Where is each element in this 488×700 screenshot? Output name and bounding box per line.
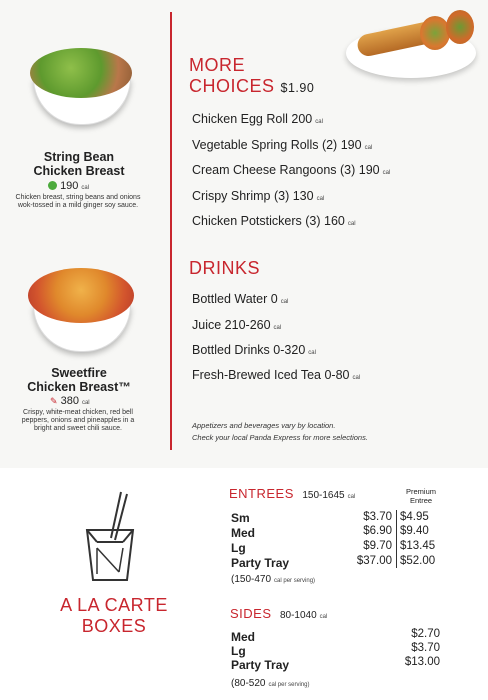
side-size-lg: Lg — [231, 644, 246, 658]
dish-name-sweetfire: Sweetfire Chicken Breast™ — [27, 366, 131, 394]
premium-price-party: $52.00 — [400, 555, 436, 567]
entree-size-sm: Sm — [231, 511, 250, 525]
list-item: Vegetable Spring Rolls (2) 190 cal — [192, 138, 373, 152]
premium-entree-label: Premium Entree — [405, 487, 436, 505]
premium-price-med: $9.40 — [400, 525, 429, 537]
list-item: Crispy Shrimp (3) 130 cal — [192, 189, 325, 203]
list-item: Bottled Drinks 0-320 cal — [192, 343, 316, 357]
side-party-calories: (80-520 cal per serving) — [231, 678, 310, 689]
entree-size-party: Party Tray — [231, 556, 290, 570]
more-choices-price: $1.90 — [280, 81, 315, 95]
premium-price-lg: $13.45 — [400, 540, 436, 552]
side-price-party: $13.00 — [404, 656, 440, 668]
leaf-icon — [48, 181, 57, 190]
entree-size-lg: Lg — [231, 541, 246, 555]
chili-pepper-icon: ✎ — [50, 396, 58, 406]
side-price-lg: $3.70 — [411, 642, 440, 654]
list-item: Chicken Potstickers (3) 160 cal — [192, 214, 356, 228]
calorie-row-string-bean: 190 cal — [48, 180, 138, 192]
calorie-row-sweetfire: ✎ 380 cal — [50, 395, 90, 407]
dish-desc-sweetfire: Crispy, white-meat chicken, red bell peppers, onions and pineapples in a bright and sweet chili sauce. — [21, 409, 135, 433]
list-item: Bottled Water 0 cal — [192, 292, 289, 306]
side-price-med: $2.70 — [411, 628, 440, 640]
entree-price-lg: $9.70 — [363, 540, 392, 552]
takeout-box-icon — [75, 490, 145, 585]
more-choices-title: MORE CHOICES $1.90 — [189, 55, 315, 96]
dish-desc-string-bean: Chicken breast, string beans and onions wok-tossed in a mild ginger soy sauce. — [15, 194, 141, 210]
column-divider — [170, 12, 172, 450]
entree-price-med: $6.90 — [363, 525, 392, 537]
side-size-party: Party Tray — [231, 658, 290, 672]
entree-price-party: $37.00 — [356, 555, 392, 567]
premium-price-sm: $4.95 — [400, 511, 429, 523]
entree-size-med: Med — [231, 526, 255, 540]
list-item: Fresh-Brewed Iced Tea 0-80 cal — [192, 368, 361, 382]
a-la-carte-title: A LA CARTE BOXES — [60, 595, 168, 636]
side-size-med: Med — [231, 630, 255, 644]
entree-price-sm: $3.70 — [363, 511, 392, 523]
list-item: Cream Cheese Rangoons (3) 190 cal — [192, 163, 391, 177]
availability-note: Appetizers and beverages vary by location. Check your local Panda Express for more selections. — [192, 421, 368, 442]
list-item: Juice 210-260 cal — [192, 318, 282, 332]
sides-header: SIDES 80-1040 cal — [230, 606, 328, 621]
list-item: Chicken Egg Roll 200 cal — [192, 112, 323, 126]
entree-party-calories: (150-470 cal per serving) — [231, 574, 316, 585]
dish-name-string-bean: String Bean Chicken Breast — [33, 150, 125, 178]
drinks-title: DRINKS — [189, 258, 261, 278]
entrees-header: ENTREES 150-1645 cal — [229, 486, 356, 501]
premium-divider — [396, 510, 397, 568]
